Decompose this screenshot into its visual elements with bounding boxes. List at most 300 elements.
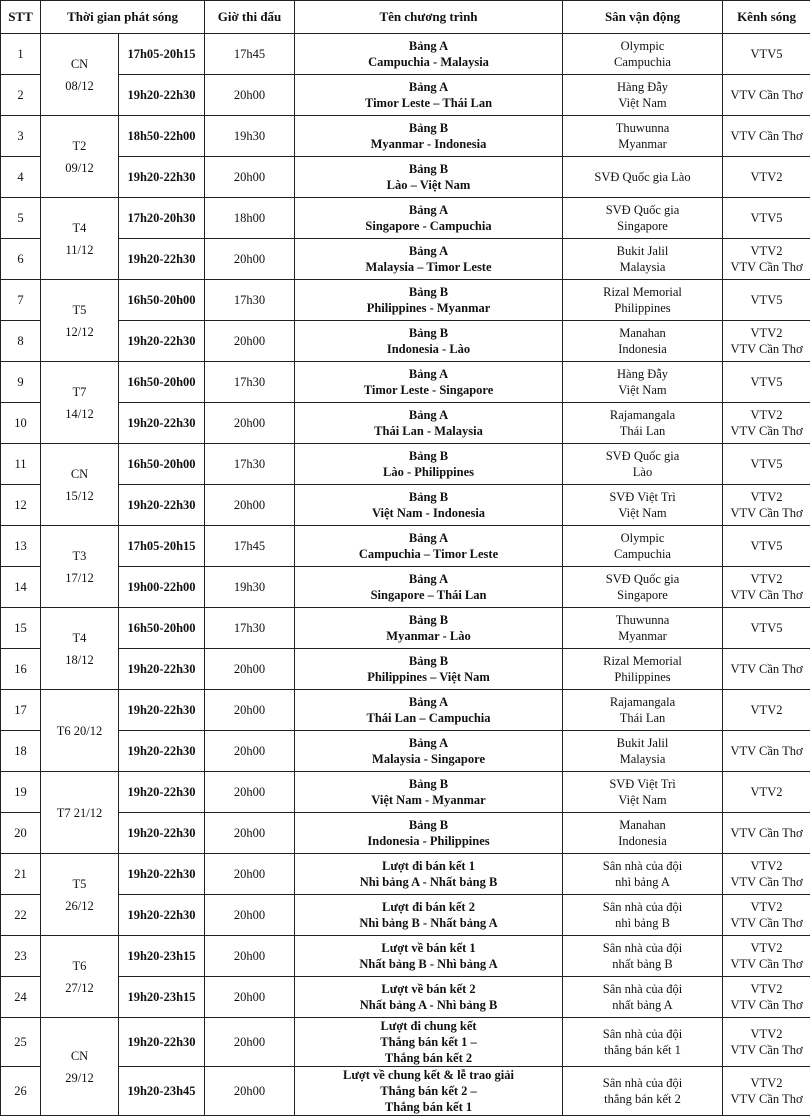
stadium-name <box>563 772 723 813</box>
channel-name <box>723 157 810 198</box>
kickoff-time: 20h00 <box>205 731 295 772</box>
header-row <box>1 1 810 34</box>
broadcast-time: 18h50-22h00 <box>119 116 205 157</box>
channel-name <box>723 895 810 936</box>
channel-name-line: VTV2 <box>725 407 808 423</box>
channel-name-line: VTV5 <box>725 620 808 636</box>
program-name <box>295 362 563 403</box>
program-name-line: Malaysia – Timor Leste <box>297 259 560 275</box>
channel-name <box>723 649 810 690</box>
row-number: 5 <box>1 198 41 239</box>
table-row <box>1 690 810 731</box>
kickoff-time: 20h00 <box>205 1067 295 1116</box>
channel-name-line: VTV Cần Thơ <box>725 825 808 841</box>
stadium-name <box>563 690 723 731</box>
channel-name-line: VTV2 <box>725 489 808 505</box>
program-name-line: Bảng B <box>297 817 560 833</box>
channel-name-line: VTV5 <box>725 210 808 226</box>
stadium-name-line: SVĐ Quốc gia <box>565 202 720 218</box>
kickoff-time: 20h00 <box>205 895 295 936</box>
table-row <box>1 280 810 321</box>
broadcast-day-line: 26/12 <box>43 895 116 917</box>
channel-name <box>723 854 810 895</box>
program-name-line: Lượt đi bán kết 2 <box>297 899 560 915</box>
stadium-name <box>563 321 723 362</box>
program-name-line: Bảng A <box>297 38 560 54</box>
program-name-line: Lượt về chung kết & lễ trao giải <box>297 1067 560 1083</box>
table-row <box>1 772 810 813</box>
broadcast-time: 19h20-23h45 <box>119 1067 205 1116</box>
program-name-line: Bảng A <box>297 202 560 218</box>
program-name <box>295 567 563 608</box>
broadcast-day <box>41 116 119 198</box>
broadcast-day-line: T4 <box>43 217 116 239</box>
stadium-name-line: SVĐ Quốc gia <box>565 571 720 587</box>
program-name-line: Lượt đi chung kết <box>297 1018 560 1034</box>
broadcast-day-line: 15/12 <box>43 485 116 507</box>
program-name-line: Việt Nam - Myanmar <box>297 792 560 808</box>
program-name <box>295 895 563 936</box>
program-name-line: Singapore – Thái Lan <box>297 587 560 603</box>
stadium-name <box>563 608 723 649</box>
stadium-name-line: SVĐ Việt Trì <box>565 776 720 792</box>
stadium-name <box>563 485 723 526</box>
stadium-name-line: Sân nhà của đội <box>565 940 720 956</box>
table-row <box>1 34 810 75</box>
row-number: 13 <box>1 526 41 567</box>
broadcast-time: 19h20-22h30 <box>119 485 205 526</box>
broadcast-time: 19h20-22h30 <box>119 403 205 444</box>
stadium-name <box>563 239 723 280</box>
channel-name-line: VTV Cần Thơ <box>725 128 808 144</box>
program-name <box>295 608 563 649</box>
broadcast-day-line: 12/12 <box>43 321 116 343</box>
table-row <box>1 895 810 936</box>
program-name-line: Bảng B <box>297 776 560 792</box>
stadium-name-line: Rizal Memorial <box>565 653 720 669</box>
stadium-name-line: Myanmar <box>565 136 720 152</box>
channel-name-line: VTV Cần Thơ <box>725 587 808 603</box>
broadcast-day <box>41 936 119 1018</box>
stadium-name-line: Rizal Memorial <box>565 284 720 300</box>
broadcast-time: 16h50-20h00 <box>119 280 205 321</box>
channel-name <box>723 977 810 1018</box>
broadcast-time: 19h20-22h30 <box>119 854 205 895</box>
stadium-name-line: thắng bán kết 1 <box>565 1042 720 1058</box>
program-name-line: Timor Leste – Thái Lan <box>297 95 560 111</box>
program-name <box>295 772 563 813</box>
program-name-line: Bảng A <box>297 407 560 423</box>
channel-name-line: VTV5 <box>725 538 808 554</box>
kickoff-time: 17h30 <box>205 608 295 649</box>
stadium-name-line: Manahan <box>565 325 720 341</box>
broadcast-day-line: T6 20/12 <box>43 720 116 742</box>
stadium-name <box>563 567 723 608</box>
broadcast-time: 16h50-20h00 <box>119 608 205 649</box>
program-name-line: Timor Leste - Singapore <box>297 382 560 398</box>
program-name <box>295 321 563 362</box>
channel-name <box>723 567 810 608</box>
channel-name-line: VTV2 <box>725 169 808 185</box>
channel-name-line: VTV2 <box>725 571 808 587</box>
schedule-body <box>1 34 810 1116</box>
program-name-line: Indonesia - Philippines <box>297 833 560 849</box>
stadium-name <box>563 116 723 157</box>
program-name <box>295 116 563 157</box>
program-name <box>295 731 563 772</box>
broadcast-day-line: 11/12 <box>43 239 116 261</box>
broadcast-day <box>41 854 119 936</box>
row-number: 21 <box>1 854 41 895</box>
row-number: 7 <box>1 280 41 321</box>
broadcast-day-line: 27/12 <box>43 977 116 999</box>
table-row <box>1 731 810 772</box>
stadium-name <box>563 526 723 567</box>
channel-name-line: VTV5 <box>725 456 808 472</box>
channel-name <box>723 936 810 977</box>
program-name-line: Nhất bảng B - Nhì bảng A <box>297 956 560 972</box>
broadcast-time: 19h20-22h30 <box>119 813 205 854</box>
channel-name <box>723 608 810 649</box>
stadium-name-line: Myanmar <box>565 628 720 644</box>
channel-name-line: VTV Cần Thơ <box>725 874 808 890</box>
stadium-name-line: Malaysia <box>565 751 720 767</box>
header-stt: STT <box>1 1 41 34</box>
program-name <box>295 239 563 280</box>
channel-name-line: VTV Cần Thơ <box>725 341 808 357</box>
row-number: 9 <box>1 362 41 403</box>
stadium-name-line: Hàng Đẫy <box>565 366 720 382</box>
table-row <box>1 854 810 895</box>
stadium-name-line: Thuwunna <box>565 120 720 136</box>
stadium-name-line: Indonesia <box>565 833 720 849</box>
stadium-name <box>563 444 723 485</box>
stadium-name-line: nhì bảng A <box>565 874 720 890</box>
program-name-line: Nhì bảng B - Nhất bảng A <box>297 915 560 931</box>
row-number: 8 <box>1 321 41 362</box>
broadcast-time: 19h20-22h30 <box>119 1018 205 1067</box>
channel-name-line: VTV2 <box>725 858 808 874</box>
channel-name-line: VTV Cần Thơ <box>725 915 808 931</box>
program-name-line: Malaysia - Singapore <box>297 751 560 767</box>
channel-name-line: VTV2 <box>725 1075 808 1091</box>
broadcast-time: 19h20-22h30 <box>119 239 205 280</box>
program-name-line: Nhất bảng A - Nhì bảng B <box>297 997 560 1013</box>
stadium-name-line: Việt Nam <box>565 505 720 521</box>
channel-name-line: VTV Cần Thơ <box>725 259 808 275</box>
stadium-name-line: Bukit Jalil <box>565 243 720 259</box>
broadcast-time: 17h20-20h30 <box>119 198 205 239</box>
broadcast-time: 19h20-22h30 <box>119 649 205 690</box>
row-number: 18 <box>1 731 41 772</box>
stadium-name-line: Việt Nam <box>565 95 720 111</box>
program-name-line: Bảng A <box>297 243 560 259</box>
channel-name <box>723 239 810 280</box>
broadcast-day <box>41 526 119 608</box>
broadcast-day-line: T7 21/12 <box>43 802 116 824</box>
row-number: 10 <box>1 403 41 444</box>
stadium-name <box>563 1018 723 1067</box>
channel-name-line: VTV Cần Thơ <box>725 1042 808 1058</box>
stadium-name-line: Campuchia <box>565 546 720 562</box>
kickoff-time: 19h30 <box>205 567 295 608</box>
program-name-line: Bảng B <box>297 448 560 464</box>
broadcast-time: 19h20-22h30 <box>119 895 205 936</box>
stadium-name-line: SVĐ Quốc gia Lào <box>565 169 720 185</box>
channel-name-line: VTV2 <box>725 702 808 718</box>
stadium-name <box>563 813 723 854</box>
table-row <box>1 444 810 485</box>
table-row <box>1 649 810 690</box>
stadium-name <box>563 854 723 895</box>
header-stadium: Sân vận động <box>563 1 723 34</box>
kickoff-time: 17h30 <box>205 444 295 485</box>
program-name-line: Bảng A <box>297 79 560 95</box>
program-name-line: Myanmar - Lào <box>297 628 560 644</box>
stadium-name <box>563 1067 723 1116</box>
channel-name <box>723 321 810 362</box>
channel-name-line: VTV5 <box>725 292 808 308</box>
stadium-name <box>563 198 723 239</box>
broadcast-time: 19h00-22h00 <box>119 567 205 608</box>
program-name-line: Lượt về bán kết 2 <box>297 981 560 997</box>
row-number: 11 <box>1 444 41 485</box>
stadium-name-line: Thuwunna <box>565 612 720 628</box>
channel-name <box>723 1067 810 1116</box>
broadcast-time: 19h20-22h30 <box>119 157 205 198</box>
program-name-line: Bảng A <box>297 694 560 710</box>
channel-name-line: VTV2 <box>725 940 808 956</box>
channel-name <box>723 116 810 157</box>
kickoff-time: 17h45 <box>205 526 295 567</box>
table-row <box>1 608 810 649</box>
program-name <box>295 690 563 731</box>
stadium-name <box>563 936 723 977</box>
kickoff-time: 17h30 <box>205 280 295 321</box>
broadcast-day-line: CN <box>43 1045 116 1067</box>
table-row <box>1 157 810 198</box>
table-row <box>1 813 810 854</box>
stadium-name-line: SVĐ Quốc gia <box>565 448 720 464</box>
table-row <box>1 239 810 280</box>
broadcast-day <box>41 34 119 116</box>
stadium-name-line: nhì bảng B <box>565 915 720 931</box>
row-number: 24 <box>1 977 41 1018</box>
program-name-line: Philippines - Myanmar <box>297 300 560 316</box>
program-name-line: Lào – Việt Nam <box>297 177 560 193</box>
program-name-line: Singapore - Campuchia <box>297 218 560 234</box>
channel-name-line: VTV Cần Thơ <box>725 1091 808 1107</box>
stadium-name-line: nhất bảng B <box>565 956 720 972</box>
row-number: 15 <box>1 608 41 649</box>
broadcast-day <box>41 690 119 772</box>
program-name <box>295 280 563 321</box>
stadium-name <box>563 731 723 772</box>
stadium-name-line: Bukit Jalil <box>565 735 720 751</box>
program-name <box>295 649 563 690</box>
channel-name-line: VTV Cần Thơ <box>725 956 808 972</box>
stadium-name-line: Hàng Đẫy <box>565 79 720 95</box>
kickoff-time: 20h00 <box>205 157 295 198</box>
stadium-name-line: Malaysia <box>565 259 720 275</box>
stadium-name-line: Việt Nam <box>565 792 720 808</box>
broadcast-time: 19h20-22h30 <box>119 690 205 731</box>
program-name-line: Bảng B <box>297 612 560 628</box>
row-number: 26 <box>1 1067 41 1116</box>
kickoff-time: 20h00 <box>205 321 295 362</box>
program-name-line: Lượt về bán kết 1 <box>297 940 560 956</box>
program-name-line: Bảng B <box>297 653 560 669</box>
channel-name-line: VTV2 <box>725 981 808 997</box>
row-number: 19 <box>1 772 41 813</box>
channel-name-line: VTV2 <box>725 243 808 259</box>
program-name-line: Myanmar - Indonesia <box>297 136 560 152</box>
channel-name <box>723 1018 810 1067</box>
broadcast-time: 19h20-22h30 <box>119 321 205 362</box>
stadium-name-line: Indonesia <box>565 341 720 357</box>
channel-name <box>723 485 810 526</box>
channel-name <box>723 403 810 444</box>
row-number: 1 <box>1 34 41 75</box>
row-number: 3 <box>1 116 41 157</box>
stadium-name-line: Thái Lan <box>565 423 720 439</box>
kickoff-time: 20h00 <box>205 239 295 280</box>
kickoff-time: 20h00 <box>205 813 295 854</box>
header-broadcast-time: Thời gian phát sóng <box>41 1 205 34</box>
channel-name <box>723 731 810 772</box>
program-name-line: Bảng A <box>297 735 560 751</box>
channel-name <box>723 280 810 321</box>
channel-name-line: VTV5 <box>725 46 808 62</box>
program-name-line: Campuchia – Timor Leste <box>297 546 560 562</box>
program-name-line: Lào - Philippines <box>297 464 560 480</box>
table-row <box>1 75 810 116</box>
broadcast-day <box>41 772 119 854</box>
broadcast-day-line: T7 <box>43 381 116 403</box>
program-name-line: Bảng B <box>297 120 560 136</box>
row-number: 17 <box>1 690 41 731</box>
program-name-line: Bảng B <box>297 489 560 505</box>
program-name <box>295 813 563 854</box>
broadcast-day-line: T5 <box>43 299 116 321</box>
row-number: 16 <box>1 649 41 690</box>
stadium-name-line: Philippines <box>565 669 720 685</box>
stadium-name-line: nhất bảng A <box>565 997 720 1013</box>
program-name-line: Bảng B <box>297 284 560 300</box>
stadium-name-line: Campuchia <box>565 54 720 70</box>
program-name-line: Thắng bán kết 2 – <box>297 1083 560 1099</box>
row-number: 2 <box>1 75 41 116</box>
stadium-name-line: Sân nhà của đội <box>565 1075 720 1091</box>
kickoff-time: 20h00 <box>205 75 295 116</box>
broadcast-day <box>41 280 119 362</box>
stadium-name-line: Sân nhà của đội <box>565 981 720 997</box>
stadium-name-line: Sân nhà của đội <box>565 899 720 915</box>
program-name <box>295 403 563 444</box>
stadium-name-line: Olympic <box>565 38 720 54</box>
kickoff-time: 20h00 <box>205 690 295 731</box>
broadcast-time: 17h05-20h15 <box>119 34 205 75</box>
program-name <box>295 198 563 239</box>
header-channel: Kênh sóng <box>723 1 810 34</box>
kickoff-time: 20h00 <box>205 485 295 526</box>
program-name-line: Bảng A <box>297 530 560 546</box>
program-name <box>295 977 563 1018</box>
row-number: 12 <box>1 485 41 526</box>
stadium-name-line: Rajamangala <box>565 407 720 423</box>
broadcast-day <box>41 444 119 526</box>
kickoff-time: 20h00 <box>205 1018 295 1067</box>
stadium-name-line: Lào <box>565 464 720 480</box>
program-name-line: Việt Nam - Indonesia <box>297 505 560 521</box>
broadcast-day <box>41 198 119 280</box>
stadium-name <box>563 280 723 321</box>
program-name <box>295 854 563 895</box>
channel-name-line: VTV Cần Thơ <box>725 505 808 521</box>
program-name-line: Thắng bán kết 1 <box>297 1099 560 1115</box>
kickoff-time: 20h00 <box>205 936 295 977</box>
stadium-name-line: Singapore <box>565 587 720 603</box>
program-name-line: Bảng B <box>297 325 560 341</box>
kickoff-time: 20h00 <box>205 649 295 690</box>
table-row <box>1 936 810 977</box>
stadium-name <box>563 157 723 198</box>
stadium-name-line: Philippines <box>565 300 720 316</box>
table-row <box>1 403 810 444</box>
channel-name-line: VTV2 <box>725 325 808 341</box>
channel-name-line: VTV2 <box>725 899 808 915</box>
channel-name <box>723 690 810 731</box>
program-name <box>295 75 563 116</box>
channel-name-line: VTV5 <box>725 374 808 390</box>
broadcast-day <box>41 362 119 444</box>
channel-name-line: VTV Cần Thơ <box>725 661 808 677</box>
broadcast-time: 19h20-23h15 <box>119 977 205 1018</box>
stadium-name-line: Sân nhà của đội <box>565 1026 720 1042</box>
broadcast-time: 19h20-22h30 <box>119 772 205 813</box>
stadium-name <box>563 649 723 690</box>
kickoff-time: 17h30 <box>205 362 295 403</box>
channel-name <box>723 772 810 813</box>
table-row <box>1 526 810 567</box>
channel-name-line: VTV2 <box>725 784 808 800</box>
table-row <box>1 362 810 403</box>
broadcast-day-line: 09/12 <box>43 157 116 179</box>
broadcast-time: 19h20-22h30 <box>119 731 205 772</box>
broadcast-time: 19h20-23h15 <box>119 936 205 977</box>
kickoff-time: 17h45 <box>205 34 295 75</box>
program-name <box>295 34 563 75</box>
program-name-line: Thắng bán kết 2 <box>297 1050 560 1066</box>
program-name-line: Bảng A <box>297 571 560 587</box>
broadcast-time: 19h20-22h30 <box>119 75 205 116</box>
channel-name-line: VTV Cần Thơ <box>725 743 808 759</box>
broadcast-day-line: T6 <box>43 955 116 977</box>
broadcast-day-line: T4 <box>43 627 116 649</box>
program-name-line: Bảng B <box>297 161 560 177</box>
channel-name <box>723 34 810 75</box>
stadium-name-line: Singapore <box>565 218 720 234</box>
kickoff-time: 20h00 <box>205 977 295 1018</box>
broadcast-day-line: 08/12 <box>43 75 116 97</box>
program-name <box>295 936 563 977</box>
broadcast-time: 16h50-20h00 <box>119 362 205 403</box>
program-name <box>295 526 563 567</box>
stadium-name-line: Olympic <box>565 530 720 546</box>
table-row <box>1 1018 810 1067</box>
channel-name-line: VTV2 <box>725 1026 808 1042</box>
kickoff-time: 18h00 <box>205 198 295 239</box>
